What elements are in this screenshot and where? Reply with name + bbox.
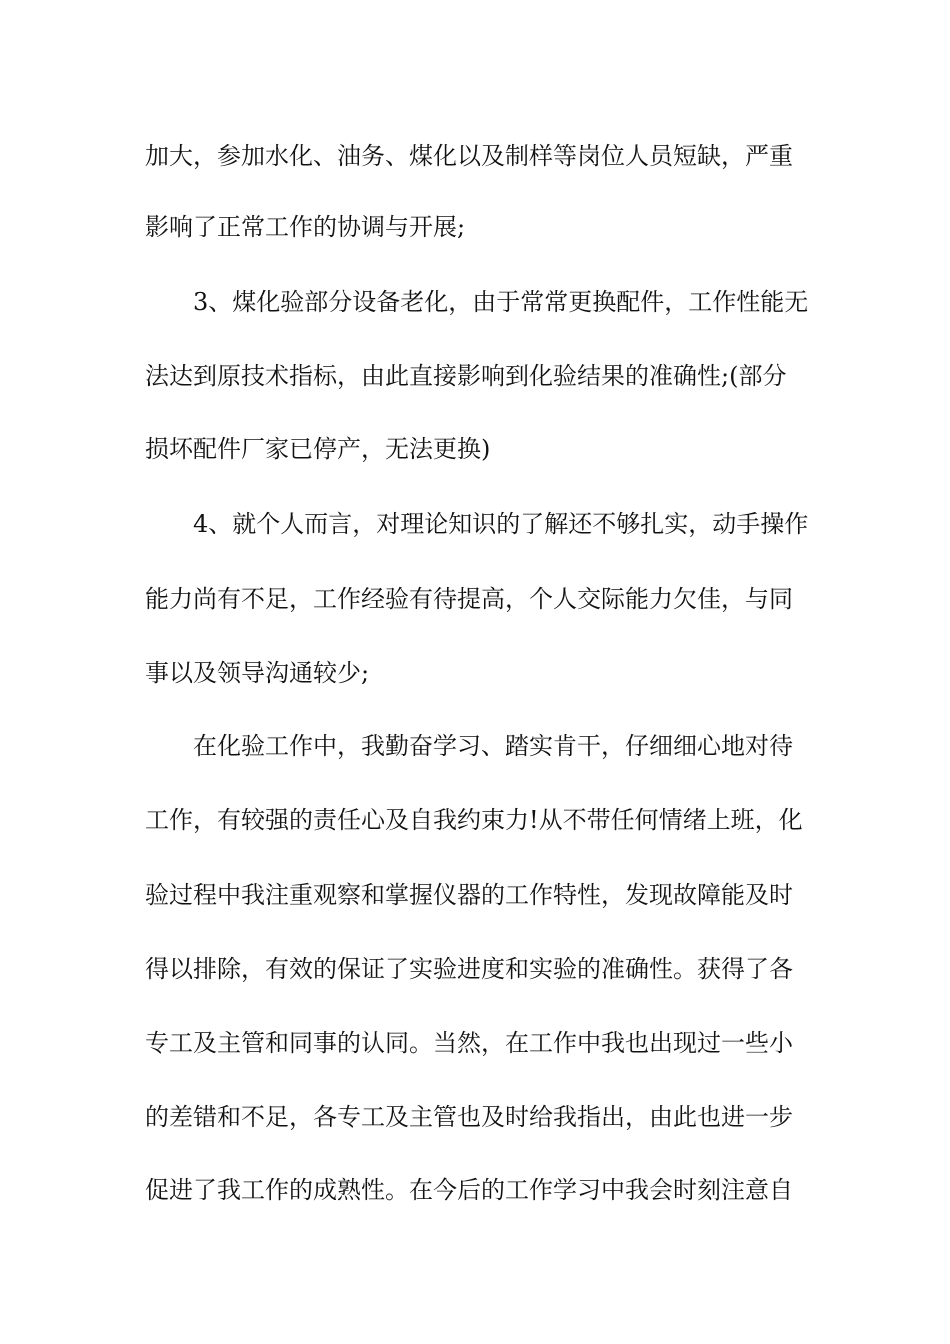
text-line: 验过程中我注重观察和掌握仪器的工作特性，发现故障能及时	[145, 881, 793, 909]
text-line: 促进了我工作的成熟性。在今后的工作学习中我会时刻注意自	[145, 1176, 793, 1204]
text-line: 影响了正常工作的协调与开展;	[145, 213, 466, 241]
text-line: 得以排除，有效的保证了实验进度和实验的准确性。获得了各	[145, 955, 793, 983]
text-line: 在化验工作中，我勤奋学习、踏实肯干，仔细细心地对待	[193, 732, 793, 760]
text-line: 的差错和不足，各专工及主管也及时给我指出，由此也进一步	[145, 1103, 793, 1131]
text-line: 3、煤化验部分设备老化，由于常常更换配件，工作性能无	[193, 288, 809, 316]
text-line: 专工及主管和同事的认同。当然，在工作中我也出现过一些小	[145, 1029, 793, 1057]
text-line: 加大，参加水化、油务、煤化以及制样等岗位人员短缺，严重	[145, 142, 793, 170]
text-line: 工作，有较强的责任心及自我约束力!从不带任何情绪上班，化	[145, 806, 803, 834]
text-line: 事以及领导沟通较少;	[145, 659, 370, 687]
text-line: 损坏配件厂家已停产，无法更换)	[145, 435, 491, 463]
text-line: 4、就个人而言，对理论知识的了解还不够扎实，动手操作	[193, 510, 809, 538]
text-line: 法达到原技术指标，由此直接影响到化验结果的准确性;(部分	[145, 362, 787, 390]
text-line: 能力尚有不足，工作经验有待提高，个人交际能力欠佳，与同	[145, 585, 793, 613]
